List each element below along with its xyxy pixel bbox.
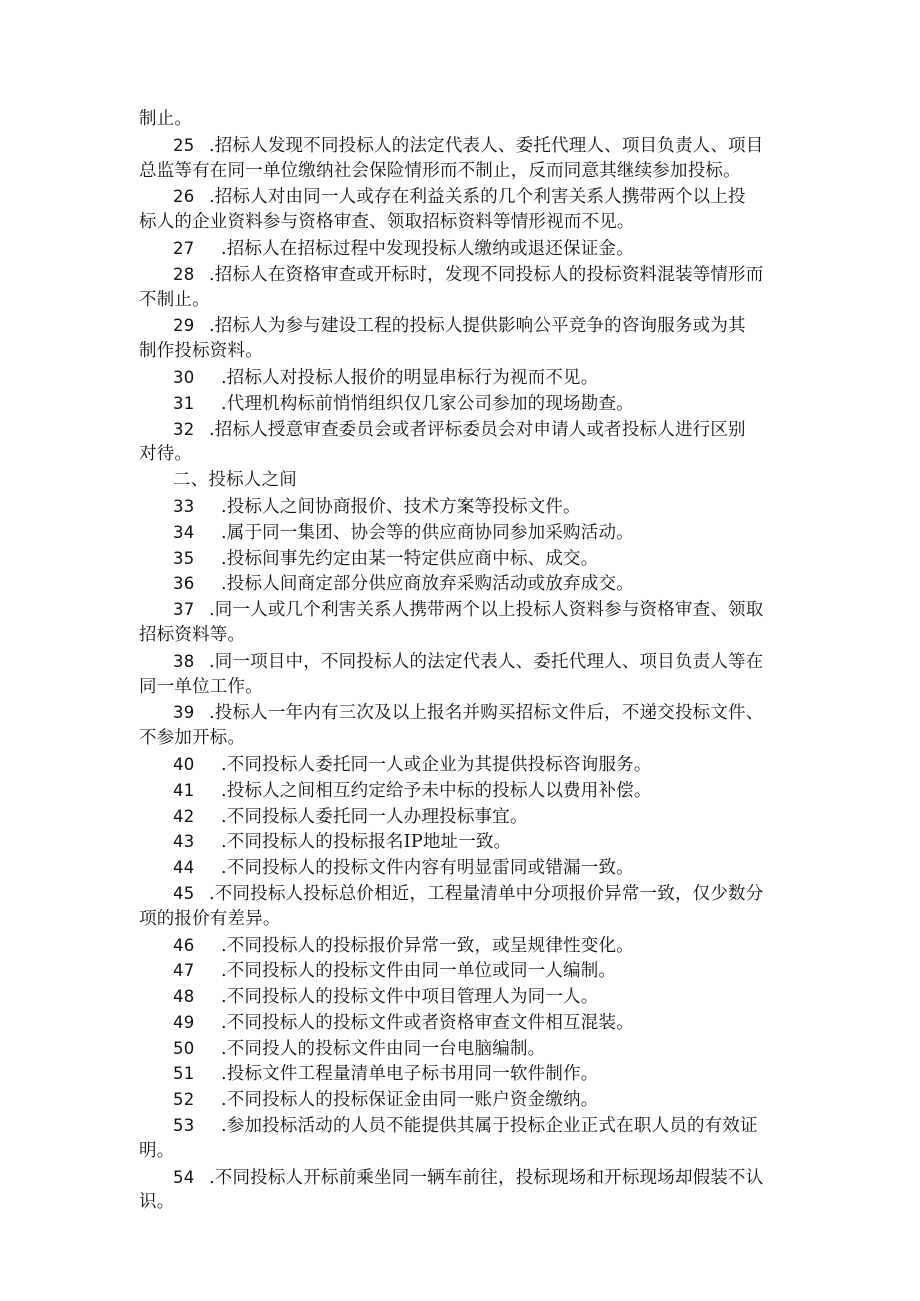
clause-line (139, 933, 791, 959)
clause-text: .代理机构标前悄悄组织仅几家公司参加的现场勘查。 (221, 393, 634, 414)
clause-text: 总监等有在同一单位缴纳社会保险情形而不制止，反而同意其继续参加投标。 (139, 160, 741, 181)
clause-text: .不同投人的投标文件由同一台电脑编制。 (221, 1038, 546, 1059)
continuation-line (139, 907, 791, 933)
continuation-line (139, 442, 791, 468)
continuation-line (139, 288, 791, 314)
clause-text: .招标人授意审查委员会或者评标委员会对申请人或者投标人进行区别 (209, 419, 746, 440)
continuation-line (139, 623, 791, 649)
clause-text: 制作投标资料。 (139, 341, 263, 362)
clause-number: 52 (173, 1090, 195, 1110)
clause-line (139, 1061, 791, 1087)
clause-line (139, 649, 791, 675)
clause-text: .不同投标人委托同一人或企业为其提供投标咨询服务。 (221, 754, 652, 775)
clause-text: .招标人在资格审查或开标时，发现不同投标人的投标资料混装等情形而 (209, 264, 764, 285)
continuation-line (139, 1139, 791, 1165)
clause-number: 36 (173, 574, 195, 594)
clause-number: 32 (173, 419, 195, 439)
clause-line (139, 778, 791, 804)
clause-text: .招标人为参与建设工程的投标人提供影响公平竞争的咨询服务或为其 (209, 316, 746, 337)
clause-number: 29 (173, 316, 195, 336)
clause-text: 招标资料等。 (139, 624, 246, 645)
clause-text: .不同投标人的投标报价异常一致，或呈规律性变化。 (221, 935, 634, 956)
clause-number: 34 (173, 522, 195, 542)
clause-number: 33 (173, 496, 195, 516)
clause-text: 不制止。 (139, 289, 210, 310)
clause-text: .同一项目中，不同投标人的法定代表人、委托代理人、项目负责人等在 (209, 651, 764, 672)
clause-line (139, 881, 791, 907)
clause-line (139, 958, 791, 984)
continuation-line (139, 159, 791, 185)
clause-line (139, 417, 791, 443)
clause-number: 28 (173, 264, 195, 284)
continuation-line (139, 726, 791, 752)
clause-line (139, 700, 791, 726)
clause-number: 31 (173, 393, 195, 413)
continuation-line (139, 675, 791, 701)
clause-line (139, 520, 791, 546)
clause-text: .属于同一集团、协会等的供应商协同参加采购活动。 (221, 522, 634, 543)
document-body (139, 107, 791, 1216)
clause-text: .招标人在招标过程中发现投标人缴纳或退还保证金。 (221, 238, 634, 259)
clause-text: 对待。 (139, 444, 193, 465)
clause-number: 51 (173, 1064, 195, 1084)
clause-line (139, 855, 791, 881)
clause-line (139, 184, 791, 210)
clause-text: 标人的企业资料参与资格审查、领取招标资料等情形视而不见。 (139, 212, 635, 233)
clause-text: .参加投标活动的人员不能提供其属于投标企业正式在职人员的有效证 (221, 1116, 758, 1137)
clause-line (139, 804, 791, 830)
clause-line (139, 1087, 791, 1113)
clause-line (139, 571, 791, 597)
clause-number: 54 (173, 1167, 195, 1187)
clause-number: 25 (173, 135, 195, 155)
continuation-line (139, 210, 791, 236)
clause-number: 30 (173, 367, 195, 387)
continuation-line (139, 339, 791, 365)
clause-text: .不同投标人的投标文件由同一单位或同一人编制。 (221, 961, 617, 982)
clause-line (139, 597, 791, 623)
clause-number: 46 (173, 935, 195, 955)
clause-text: .不同投标人的投标文件或者资格审查文件相互混装。 (221, 1012, 634, 1033)
clause-number: 48 (173, 987, 195, 1007)
clause-number: 37 (173, 600, 195, 620)
clause-text: 识。 (139, 1192, 175, 1213)
clause-line (139, 313, 791, 339)
clause-text: .投标间事先约定由某一特定供应商中标、成交。 (221, 548, 599, 569)
clause-number: 41 (173, 780, 195, 800)
clause-number: 39 (173, 703, 195, 723)
clause-text: .招标人对投标人报价的明显串标行为视而不见。 (221, 367, 599, 388)
clause-line (139, 1165, 791, 1191)
clause-line (139, 1113, 791, 1139)
clause-text: .不同投标人投标总价相近，工程量清单中分项报价异常一致，仅少数分 (209, 883, 764, 904)
clause-text: .投标人之间相互约定给予未中标的投标人以费用补偿。 (221, 780, 652, 801)
clause-text: .投标人一年内有三次及以上报名并购买招标文件后，不递交投标文件、 (209, 703, 764, 724)
clause-line (139, 546, 791, 572)
clause-line (139, 752, 791, 778)
clause-line (139, 391, 791, 417)
clause-text: 项的报价有差异。 (139, 908, 281, 929)
clause-text: 明。 (139, 1140, 175, 1161)
clause-line (139, 133, 791, 159)
clause-number: 26 (173, 187, 195, 207)
clause-text: .投标人之间协商报价、技术方案等投标文件。 (221, 496, 581, 517)
clause-text: .招标人发现不同投标人的法定代表人、委托代理人、项目负责人、项目 (209, 135, 764, 156)
clause-line (139, 494, 791, 520)
clause-text: .投标人间商定部分供应商放弃采购活动或放弃成交。 (221, 574, 634, 595)
clause-text: 不参加开标。 (139, 728, 246, 749)
clause-text: .不同投标人的投标报名IP地址一致。 (221, 832, 512, 853)
clause-number: 45 (173, 883, 195, 903)
clause-number: 49 (173, 1012, 195, 1032)
clause-line (139, 829, 791, 855)
clause-line (139, 1010, 791, 1036)
clause-text: .招标人对由同一人或存在利益关系的几个利害关系人携带两个以上投 (209, 187, 746, 208)
clause-number: 47 (173, 961, 195, 981)
clause-text: .不同投标人的投标文件内容有明显雷同或错漏一致。 (221, 858, 634, 879)
clause-number: 44 (173, 858, 195, 878)
clause-text: .投标文件工程量清单电子标书用同一软件制作。 (221, 1064, 599, 1085)
clause-number: 50 (173, 1038, 195, 1058)
clause-number: 43 (173, 832, 195, 852)
clause-number: 42 (173, 806, 195, 826)
clause-number: 40 (173, 754, 195, 774)
clause-line (139, 236, 791, 262)
clause-number: 38 (173, 651, 195, 671)
clause-text: 制止。 (139, 109, 193, 129)
clause-line (139, 262, 791, 288)
clause-text: 同一单位工作。 (139, 676, 263, 697)
clause-text: .不同投标人的投标保证金由同一账户资金缴纳。 (221, 1090, 599, 1111)
clause-line (139, 1036, 791, 1062)
clause-text: .不同投标人的投标文件中项目管理人为同一人。 (221, 987, 599, 1008)
clause-number: 53 (173, 1116, 195, 1136)
continuation-line (139, 1190, 791, 1216)
clause-number: 35 (173, 548, 195, 568)
clause-text: .同一人或几个利害关系人携带两个以上投标人资料参与资格审查、领取 (209, 600, 764, 621)
clause-number: 27 (173, 238, 195, 258)
clause-line (139, 365, 791, 391)
clause-text: .不同投标人委托同一人办理投标事宜。 (221, 806, 528, 827)
continuation-line (139, 107, 791, 133)
clause-text: 二、投标人之间 (173, 470, 297, 491)
clause-line (139, 984, 791, 1010)
continuation-line (139, 468, 791, 494)
clause-text: .不同投标人开标前乘坐同一辆车前往，投标现场和开标现场却假装不认 (209, 1167, 764, 1188)
